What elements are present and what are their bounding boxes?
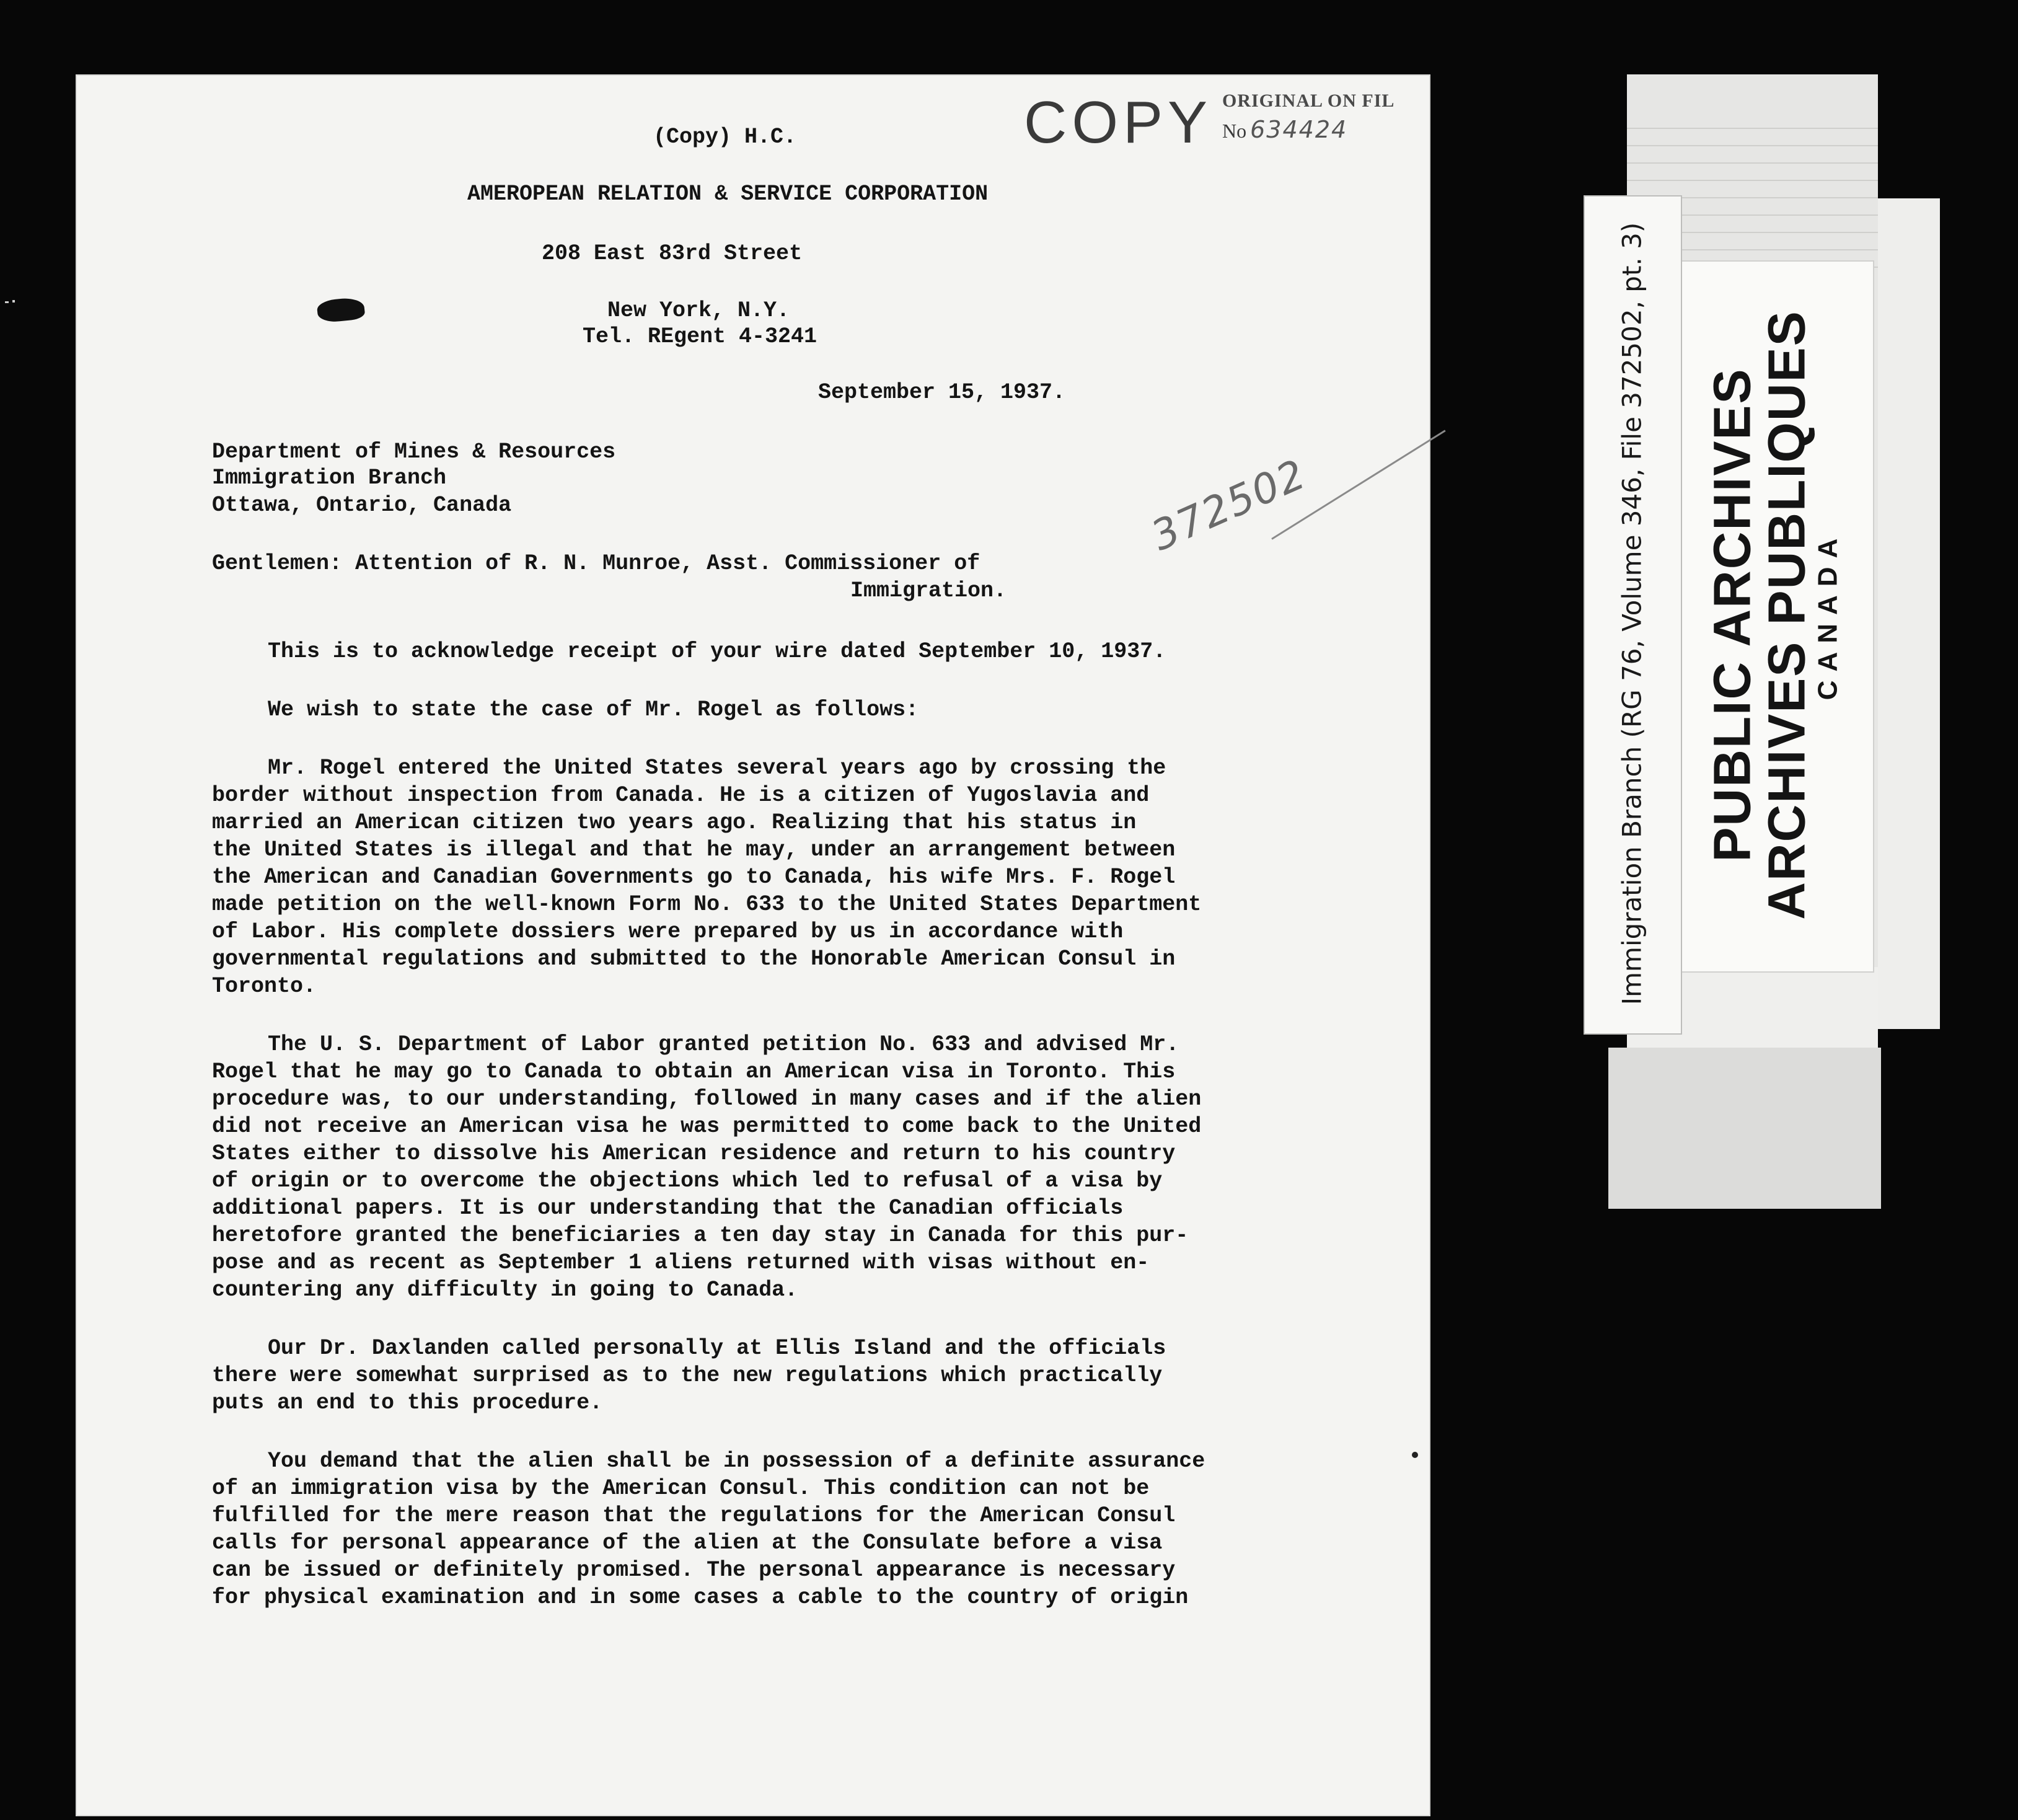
body-line: Rogel that he may go to Canada to obtain an American visa in Toronto. This [212, 1059, 1176, 1084]
stamp-line-country: CANADA [1813, 529, 1844, 700]
body-line: of origin or to overcome the objections which led to refusal of a visa by [212, 1168, 1163, 1193]
body-line: The U. S. Department of Labor granted petition No. 633 and advised Mr. [268, 1032, 1179, 1057]
copy-stamp: COPY [1024, 89, 1213, 156]
body-line: This is to acknowledge receipt of your wire dated September 10, 1937. [268, 639, 1166, 664]
file-number-handwritten: 634424 [1250, 116, 1348, 143]
margin-dot [1412, 1452, 1418, 1458]
body-line: married an American citizen two years ago. Realizing that his status in [212, 810, 1137, 835]
body-line: countering any difficulty in going to Canada. [212, 1278, 798, 1302]
salutation-continued: Immigration. [850, 578, 1007, 603]
body-line: heretofore granted the beneficiaries a ten day stay in Canada for this pur- [212, 1223, 1189, 1248]
body-line: the United States is illegal and that he may, under an arrangement between [212, 837, 1176, 862]
body-line: States either to dissolve his American residence and return to his country [212, 1141, 1176, 1166]
recipient-line-2: Immigration Branch [212, 466, 447, 490]
letterhead-company: AMEROPEAN RELATION & SERVICE CORPORATION [467, 182, 989, 206]
file-number-prefix: No [1222, 120, 1247, 142]
letterhead-street: 208 East 83rd Street [542, 241, 803, 266]
letterhead-city: New York, N.Y. [607, 298, 790, 323]
ink-blot [316, 296, 365, 324]
body-line: Mr. Rogel entered the United States several years ago by crossing the [268, 756, 1166, 780]
archive-card-edge [1878, 198, 1940, 1029]
copy-marker: (Copy) H.C. [653, 125, 797, 149]
body-line: of an immigration visa by the American Consul. This condition can not be [212, 1476, 1150, 1501]
body-line: We wish to state the case of Mr. Rogel as follows: [268, 697, 919, 722]
public-archives-stamp-text [1705, 310, 1843, 919]
body-line: You demand that the alien shall be in possession of a definite assurance [268, 1449, 1205, 1473]
body-line: fulfilled for the mere reason that the regulations for the American Consul [212, 1503, 1176, 1528]
salutation-line: Gentlemen: Attention of R. N. Munroe, Asst. Commissioner of [212, 551, 980, 576]
body-line: of Labor. His complete dossiers were prepared by us in accordance with [212, 919, 1124, 944]
scan-speck [5, 301, 9, 303]
archive-reference-text: Immigration Branch (RG 76, Volume 346, File 372502, pt. 3) [1616, 222, 1647, 1005]
recipient-line-3: Ottawa, Ontario, Canada [212, 493, 512, 518]
body-line: Our Dr. Daxlanden called personally at Ellis Island and the officials [268, 1336, 1166, 1361]
handwritten-file-ref: 372502 [1144, 449, 1313, 560]
body-line: did not receive an American visa he was permitted to come back to the United [212, 1114, 1202, 1139]
original-on-file-stamp: ORIGINAL ON FIL [1222, 91, 1395, 111]
body-line: made petition on the well-known Form No. 633 to the United States Department [212, 892, 1202, 917]
letter-date: September 15, 1937. [818, 380, 1066, 405]
file-number-stamp [1222, 118, 1347, 141]
body-line: Toronto. [212, 974, 317, 999]
body-line: can be issued or definitely promised. The personal appearance is necessary [212, 1558, 1176, 1583]
stamp-line-english: PUBLIC ARCHIVES [1703, 368, 1761, 862]
body-line: calls for personal appearance of the alien at the Consulate before a visa [212, 1531, 1163, 1555]
body-line: additional papers. It is our understanding that the Canadian officials [212, 1196, 1124, 1221]
body-line: the American and Canadian Governments go to Canada, his wife Mrs. F. Rogel [212, 865, 1176, 890]
body-line: governmental regulations and submitted to the Honorable American Consul in [212, 947, 1176, 971]
body-line: pose and as recent as September 1 aliens returned with visas without en- [212, 1250, 1150, 1275]
body-line: border without inspection from Canada. He is a citizen of Yugoslavia and [212, 783, 1150, 808]
scan-speck [12, 300, 15, 303]
archive-card-base [1608, 1048, 1881, 1209]
letter-page [76, 74, 1430, 1816]
body-line: puts an end to this procedure. [212, 1390, 603, 1415]
letterhead-phone: Tel. REgent 4-3241 [583, 324, 817, 349]
body-line: there were somewhat surprised as to the new regulations which practically [212, 1363, 1163, 1388]
body-line: procedure was, to our understanding, followed in many cases and if the alien [212, 1087, 1202, 1111]
recipient-line-1: Department of Mines & Resources [212, 440, 616, 464]
stamp-line-french: ARCHIVES PUBLIQUES [1757, 310, 1816, 920]
body-line: for physical examination and in some cases a cable to the country of origin [212, 1585, 1189, 1610]
